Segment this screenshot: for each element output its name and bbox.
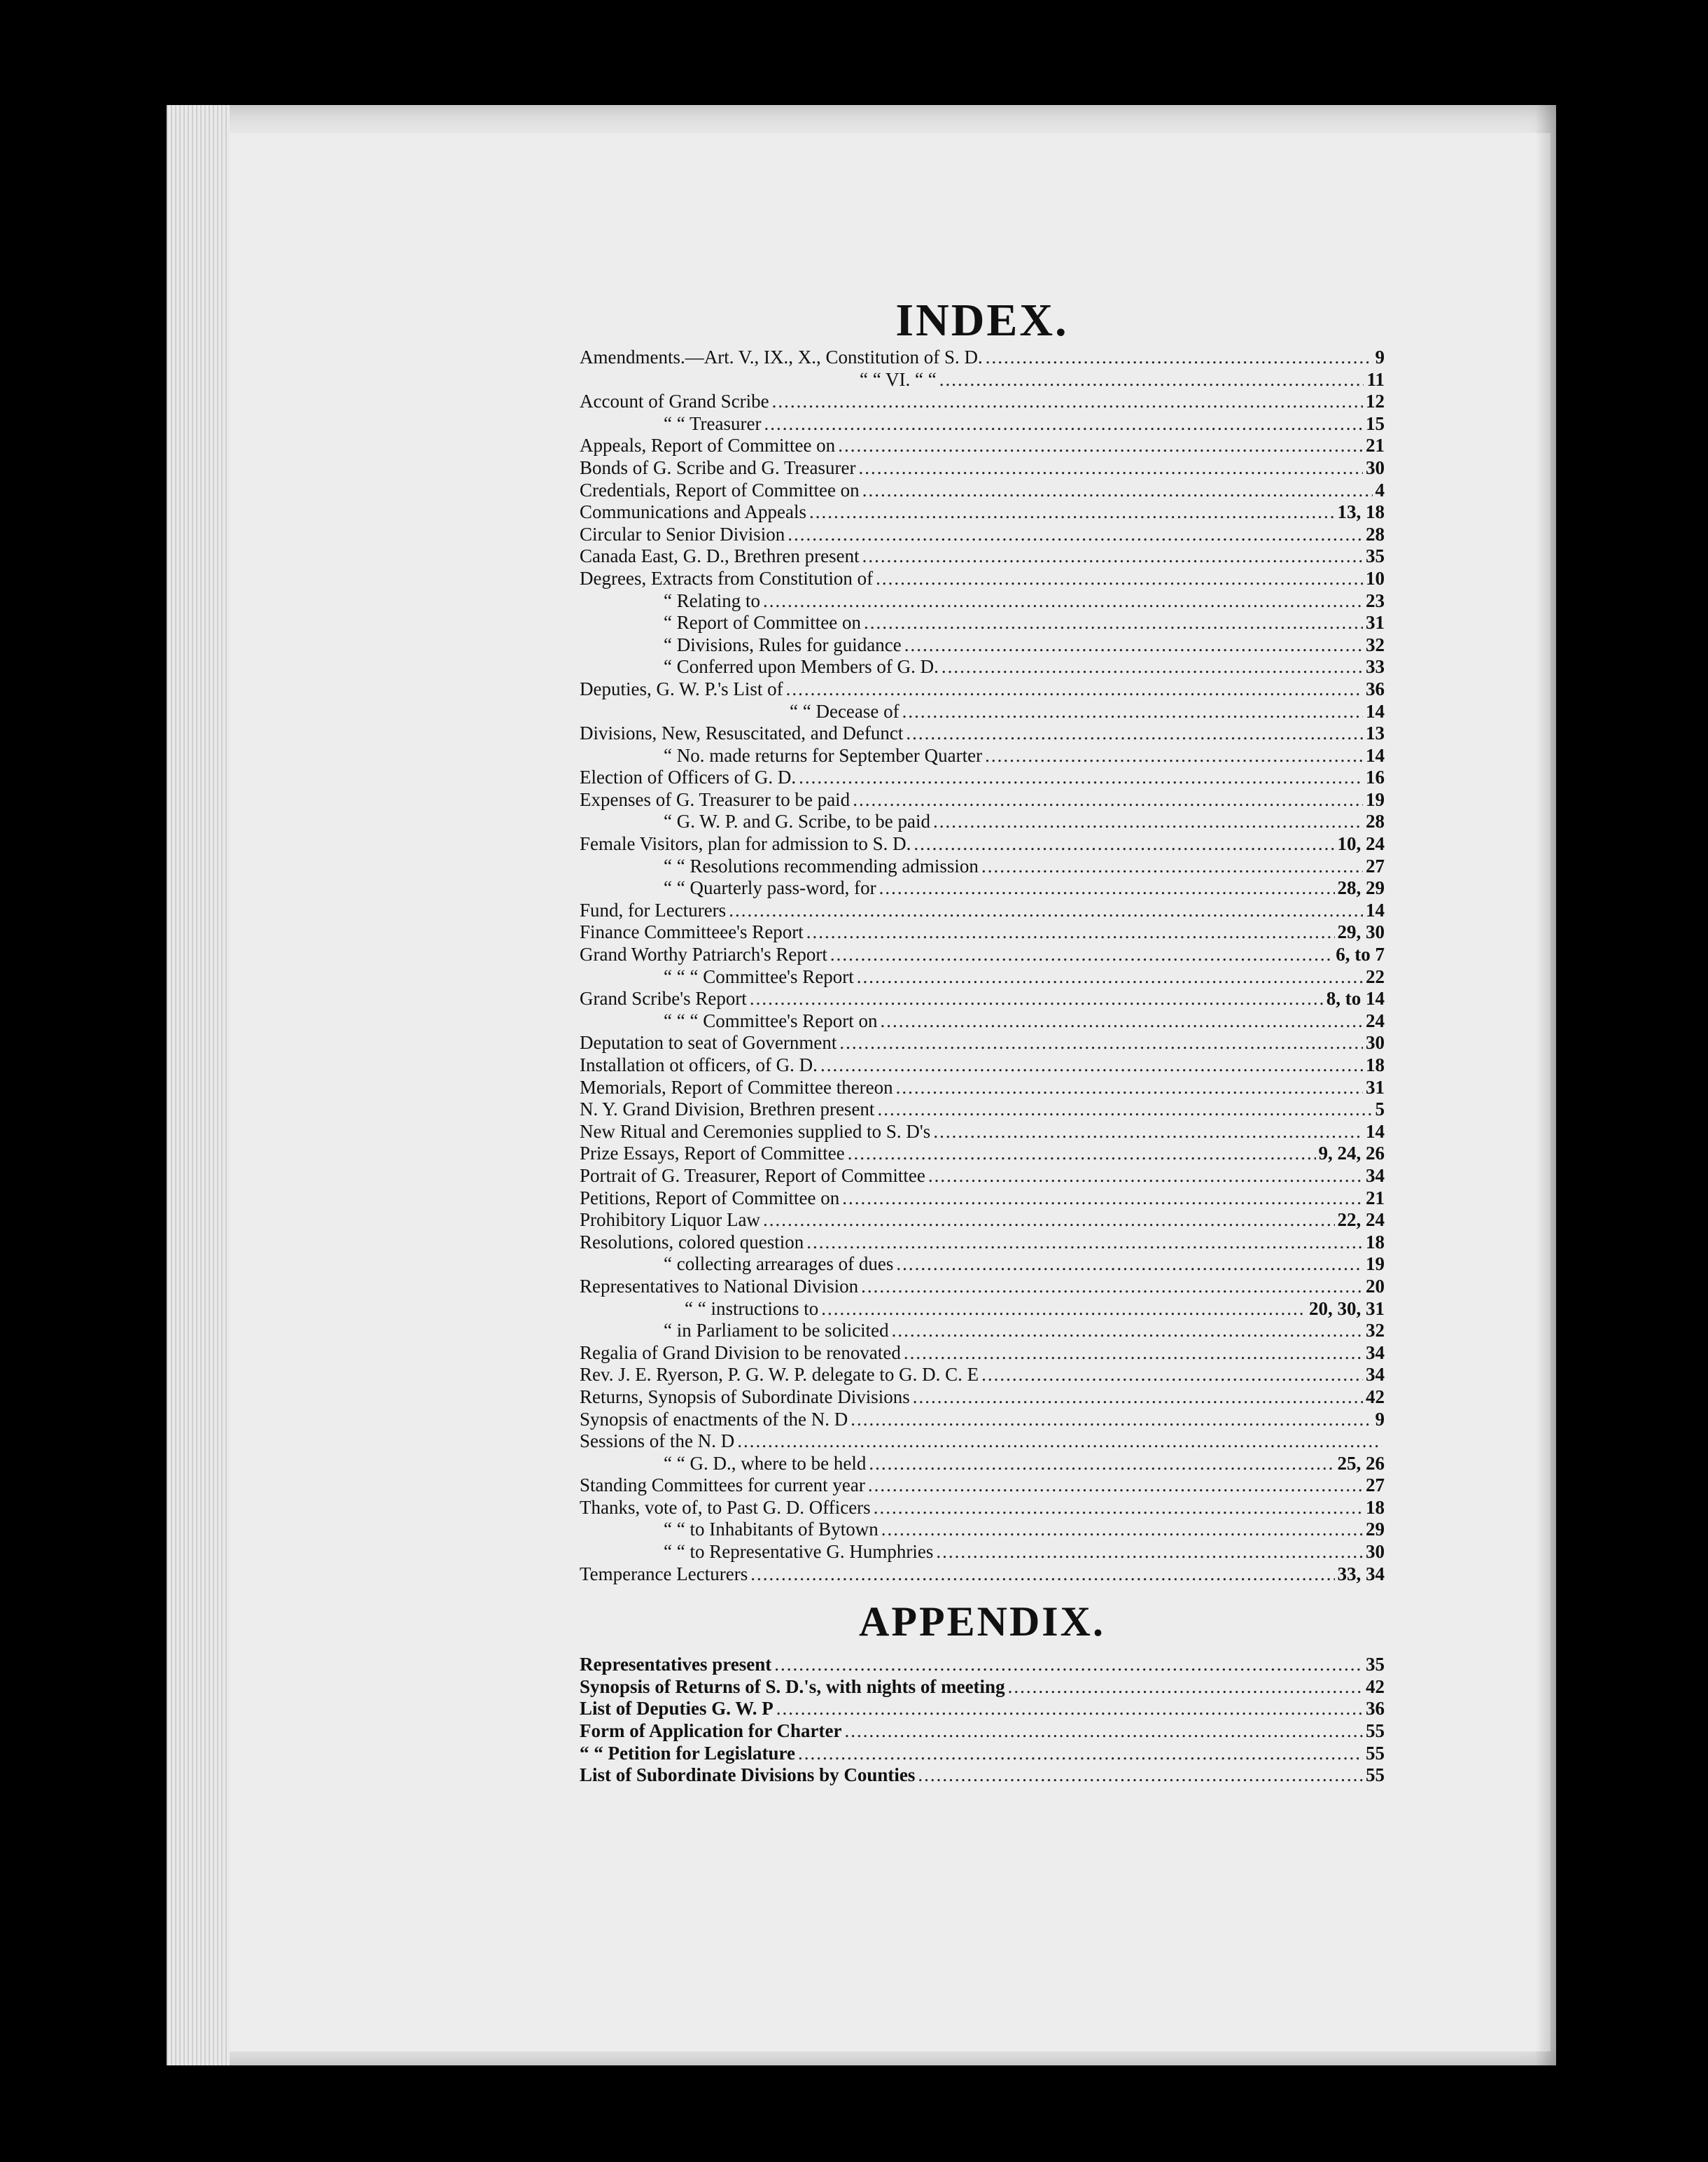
index-entry: Petitions, Report of Committee on ..... 21 <box>580 1187 1385 1210</box>
index-entry: Degrees, Extracts from Constitution of ..... 10 <box>580 568 1385 590</box>
index-entry: Female Visitors, plan for admission to S. D. ..... 10, 24 <box>580 833 1385 856</box>
index-entry: Divisions, New, Resuscitated, and Defunct ..... 13 <box>580 723 1385 745</box>
book-page <box>167 105 1556 2065</box>
index-entry: Thanks, vote of, to Past G. D. Officers ..... 18 <box>580 1497 1385 1519</box>
index-entry: “ “ VI. “ “ ..... 11 <box>580 369 1385 391</box>
appendix-entry: List of Deputies G. W. P ..... 36 <box>580 1698 1385 1720</box>
index-entry: “ Conferred upon Members of G. D. ..... 33 <box>580 656 1385 678</box>
index-entry: Representatives to National Division ..... 20 <box>580 1276 1385 1298</box>
index-entry: Temperance Lecturers ..... 33, 34 <box>580 1563 1385 1586</box>
index-entry: “ in Parliament to be solicited ..... 32 <box>580 1320 1385 1342</box>
index-entry: Appeals, Report of Committee on ..... 21 <box>580 435 1385 457</box>
index-entry: Prohibitory Liquor Law ..... 22, 24 <box>580 1209 1385 1232</box>
index-entry: Bonds of G. Scribe and G. Treasurer ..... 30 <box>580 457 1385 480</box>
index-entry: “ “ Decease of ..... 14 <box>580 701 1385 723</box>
index-entry: “ collecting arrearages of dues ..... 19 <box>580 1253 1385 1276</box>
index-entry: Returns, Synopsis of Subordinate Divisions ..... 42 <box>580 1386 1385 1409</box>
index-entry: Portrait of G. Treasurer, Report of Committee ..... 34 <box>580 1165 1385 1187</box>
index-entry: Rev. J. E. Ryerson, P. G. W. P. delegate to G. D. C. E ..... 34 <box>580 1364 1385 1386</box>
index-entry: “ “ to Inhabitants of Bytown ..... 29 <box>580 1519 1385 1541</box>
index-entry: Prize Essays, Report of Committee ..... 9, 24, 26 <box>580 1143 1385 1165</box>
page-edge <box>167 105 230 2065</box>
index-entry: “ “ to Representative G. Humphries ..... 30 <box>580 1541 1385 1563</box>
index-entry: Election of Officers of G. D. ..... 16 <box>580 767 1385 789</box>
index-title: INDEX. <box>895 295 1069 346</box>
index-entry: “ “ Resolutions recommending admission ..... 27 <box>580 856 1385 878</box>
index-entry: New Ritual and Ceremonies supplied to S. D's ..... 14 <box>580 1121 1385 1143</box>
index-entry: Credentials, Report of Committee on ..... 4 <box>580 480 1385 502</box>
index-entry: “ “ Treasurer ..... 15 <box>580 413 1385 435</box>
appendix-entry: Form of Application for Charter ..... 55 <box>580 1720 1385 1743</box>
index-entry: “ G. W. P. and G. Scribe, to be paid ..... 28 <box>580 811 1385 833</box>
index-entry: Regalia of Grand Division to be renovated ..... 34 <box>580 1342 1385 1365</box>
appendix-entry: List of Subordinate Divisions by Counties ..... 55 <box>580 1764 1385 1787</box>
index-entry: Fund, for Lecturers ..... 14 <box>580 900 1385 922</box>
index-entry: N. Y. Grand Division, Brethren present ..... 5 <box>580 1099 1385 1121</box>
index-entry: Deputies, G. W. P.'s List of ..... 36 <box>580 678 1385 701</box>
index-entry: Expenses of G. Treasurer to be paid ..... 19 <box>580 789 1385 811</box>
index-entry: “ “ G. D., where to be held ..... 25, 26 <box>580 1453 1385 1475</box>
index-entry: “ “ instructions to ..... 20, 30, 31 <box>580 1298 1385 1320</box>
appendix-title: APPENDIX. <box>859 1598 1105 1645</box>
index-entry: Circular to Senior Division ..... 28 <box>580 524 1385 546</box>
index-entry: Amendments.—Art. V., IX., X., Constitution of S. D. ..... 9 <box>580 347 1385 369</box>
index-entry: “ Report of Committee on ..... 31 <box>580 612 1385 634</box>
index-entry: Memorials, Report of Committee thereon ..... 31 <box>580 1077 1385 1099</box>
appendix-entry: “ “ Petition for Legislature ..... 55 <box>580 1743 1385 1765</box>
index-list <box>580 347 1385 1585</box>
index-entry: Synopsis of enactments of the N. D ..... 9 <box>580 1409 1385 1431</box>
index-entry: Sessions of the N. D ..... <box>580 1430 1385 1453</box>
index-entry: “ Divisions, Rules for guidance ..... 32 <box>580 634 1385 657</box>
index-entry: “ “ Quarterly pass-word, for ..... 28, 29 <box>580 877 1385 900</box>
index-entry: Canada East, G. D., Brethren present ..... 35 <box>580 545 1385 568</box>
page-shadow <box>1535 105 1556 2065</box>
index-entry: Grand Worthy Patriarch's Report ..... 6, to 7 <box>580 944 1385 966</box>
index-entry: “ No. made returns for September Quarter ..... 14 <box>580 745 1385 767</box>
index-entry: “ “ “ Committee's Report ..... 22 <box>580 966 1385 989</box>
appendix-entry: Synopsis of Returns of S. D.'s, with nights of meeting ..... 42 <box>580 1676 1385 1699</box>
index-entry: Finance Committeee's Report ..... 29, 30 <box>580 921 1385 944</box>
index-entry: Standing Committees for current year ..... 27 <box>580 1474 1385 1497</box>
index-entry: “ “ “ Committee's Report on ..... 24 <box>580 1010 1385 1033</box>
appendix-entry: Representatives present ..... 35 <box>580 1654 1385 1676</box>
appendix-list <box>580 1654 1385 1787</box>
index-entry: Communications and Appeals ..... 13, 18 <box>580 501 1385 524</box>
index-entry: Deputation to seat of Government ..... 30 <box>580 1032 1385 1054</box>
index-entry: Installation ot officers, of G. D. ..... 18 <box>580 1054 1385 1077</box>
index-content <box>580 295 1385 1787</box>
index-entry: “ Relating to ..... 23 <box>580 590 1385 613</box>
index-entry: Account of Grand Scribe ..... 12 <box>580 391 1385 413</box>
index-entry: Resolutions, colored question ..... 18 <box>580 1232 1385 1254</box>
index-entry: Grand Scribe's Report ..... 8, to 14 <box>580 988 1385 1010</box>
